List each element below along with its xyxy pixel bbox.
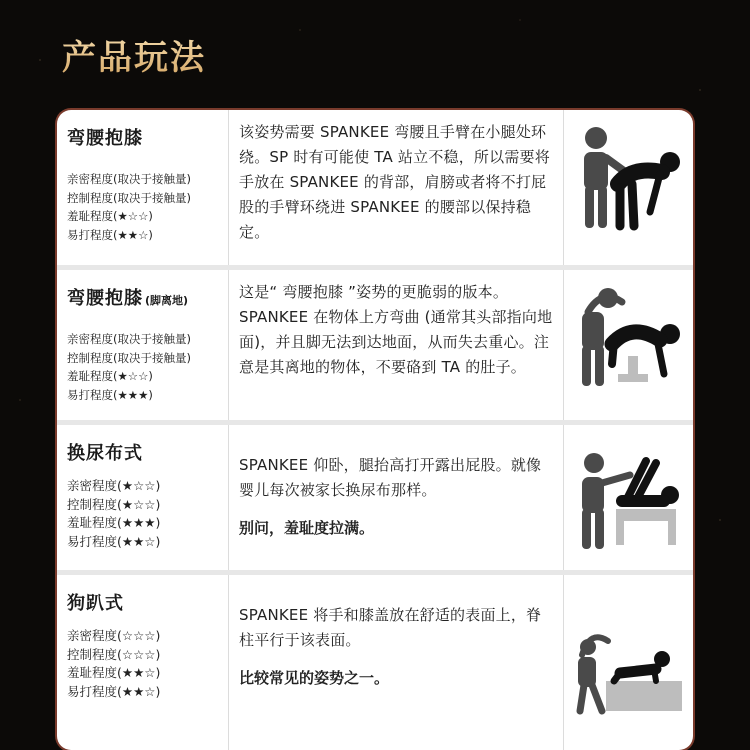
rating-shame: 羞耻程度(★☆☆) (67, 209, 153, 223)
pose-note: (脚离地) (145, 294, 189, 307)
illustration-cell (564, 575, 693, 750)
rating-control: 控制程度(取决于接触量) (67, 350, 191, 365)
page-title: 产品玩法 (62, 30, 206, 79)
bending-over-figures-icon (572, 122, 684, 232)
pose-cell (57, 110, 229, 265)
table-row (57, 575, 693, 750)
rating-intimacy: 亲密程度(☆☆☆) (67, 628, 161, 643)
pose-name: 弯腰抱膝 (脚离地) (67, 288, 189, 309)
pose-cell (57, 425, 229, 570)
rating-ease: 易打程度(★★☆) (67, 533, 161, 549)
rating-shame: 羞耻程度(★☆☆) (67, 369, 153, 383)
rating-intimacy: 亲密程度(★☆☆) (67, 478, 161, 493)
rating-ease: 易打程度(★★☆) (67, 227, 153, 242)
rating-control: 控制程度(★☆☆) (67, 496, 161, 512)
pose-emphasis: 比较常见的姿势之一。 (239, 669, 390, 687)
table-row (57, 425, 693, 575)
pose-name: 换尿布式 (67, 443, 143, 464)
illustration-cell (564, 425, 693, 570)
rating-shame: 羞耻程度(★★☆) (67, 665, 161, 680)
table-row (57, 270, 693, 425)
description-cell (229, 110, 564, 265)
pose-cell (57, 270, 229, 420)
illustration-cell (564, 110, 693, 265)
pose-description: SPANKEE 将手和膝盖放在舒适的表面上，脊柱平行于该表面。 (239, 606, 542, 649)
rating-control: 控制程度(取决于接触量) (67, 190, 191, 205)
positions-table (57, 110, 693, 750)
ratings-list (67, 477, 160, 551)
rating-intimacy: 亲密程度(取决于接触量) (67, 332, 191, 346)
pose-description: 这是“ 弯腰抱膝 ”姿势的更脆弱的版本。SPANKEE 在物体上方弯曲 (通常其头部指向地面)，并且脚无法到达地面，从而失去重心。注意是其离地的物体，不要硌到 TA 的肚子。 (239, 283, 553, 376)
pose-emphasis: 别问，羞耻度拉满。 (239, 519, 375, 537)
pose-description: 该姿势需要 SPANKEE 弯腰且手臂在小腿处环绕。SP 时有可能使 TA 站立不稳，所以需要将手放在 SPANKEE 的背部，肩膀或者将不打屁股的手臂环绕进 SPANKEE 的腰部以保持稳定。 (239, 123, 550, 241)
pose-description: SPANKEE 仰卧，腿抬高打开露出屁股。就像婴儿每次被家长换尿布那样。 (239, 456, 542, 499)
ratings-list (67, 330, 191, 404)
rating-ease: 易打程度(★★★) (67, 387, 153, 402)
illustration-cell (564, 270, 693, 420)
ratings-list (67, 170, 191, 244)
diaper-position-figures-icon (572, 449, 684, 559)
ratings-list (67, 627, 160, 701)
description-cell (229, 425, 564, 570)
over-object-figures-icon (572, 282, 684, 392)
rating-intimacy: 亲密程度(取决于接触量) (67, 172, 191, 186)
all-fours-figures-icon (572, 625, 684, 715)
pose-name: 弯腰抱膝 (67, 128, 143, 149)
table-row (57, 110, 693, 270)
description-cell (229, 270, 564, 420)
pose-cell (57, 575, 229, 750)
rating-shame: 羞耻程度(★★★) (67, 515, 161, 530)
rating-control: 控制程度(☆☆☆) (67, 646, 161, 662)
description-cell (229, 575, 564, 750)
rating-ease: 易打程度(★★☆) (67, 683, 161, 699)
pose-name: 狗趴式 (67, 593, 124, 614)
